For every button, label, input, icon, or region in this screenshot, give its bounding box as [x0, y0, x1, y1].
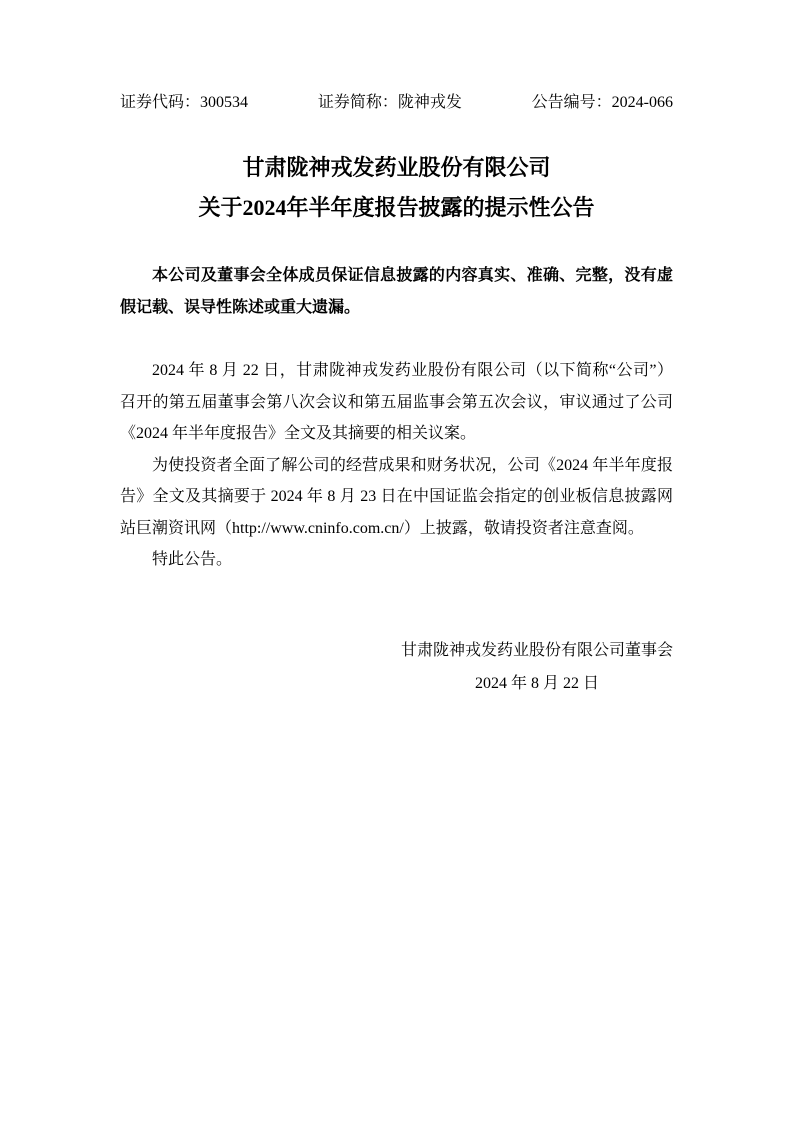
signature-company: 甘肃陇神戎发药业股份有限公司董事会: [400, 641, 673, 659]
body-paragraph-closing: 特此公告。: [152, 551, 233, 568]
body-paragraph-1: 2024 年 8 月 22 日，甘肃陇神戎发药业股份有限公司（以下简称“公司”）召开的第五届董事会第八次会议和第五届监事会第五次会议，审议通过了公司《2024 年半年度报告》全文及其摘要的相关议案。: [120, 362, 673, 442]
declaration-paragraph: 本公司及董事会全体成员保证信息披露的内容真实、准确、完整，没有虚假记载、误导性陈述或重大遗漏。: [120, 267, 673, 316]
body-paragraph-2: 为使投资者全面了解公司的经营成果和财务状况，公司《2024 年半年度报告》全文及其摘要于 2024 年 8 月 23 日在中国证监会指定的创业板信息披露网站巨潮资讯网（http://www.cninfo.com.cn/）上披露，敬请投资者注意查阅。: [120, 456, 673, 537]
document-header: [120, 92, 673, 114]
title-line-company: 甘肃陇神戎发药业股份有限公司: [242, 155, 551, 180]
signature-block: [120, 634, 673, 700]
signature-inner: [401, 634, 673, 700]
stock-name: 证券简称：陇神戎发: [317, 94, 462, 111]
stock-code: 证券代码：300534: [120, 94, 249, 111]
title-line-subject: 关于2024年半年度报告披露的提示性公告: [198, 195, 595, 220]
announcement-number: 公告编号：2024-066: [531, 94, 673, 111]
page-title: [120, 148, 673, 228]
signature-date: 2024 年 8 月 22 日: [474, 674, 599, 692]
